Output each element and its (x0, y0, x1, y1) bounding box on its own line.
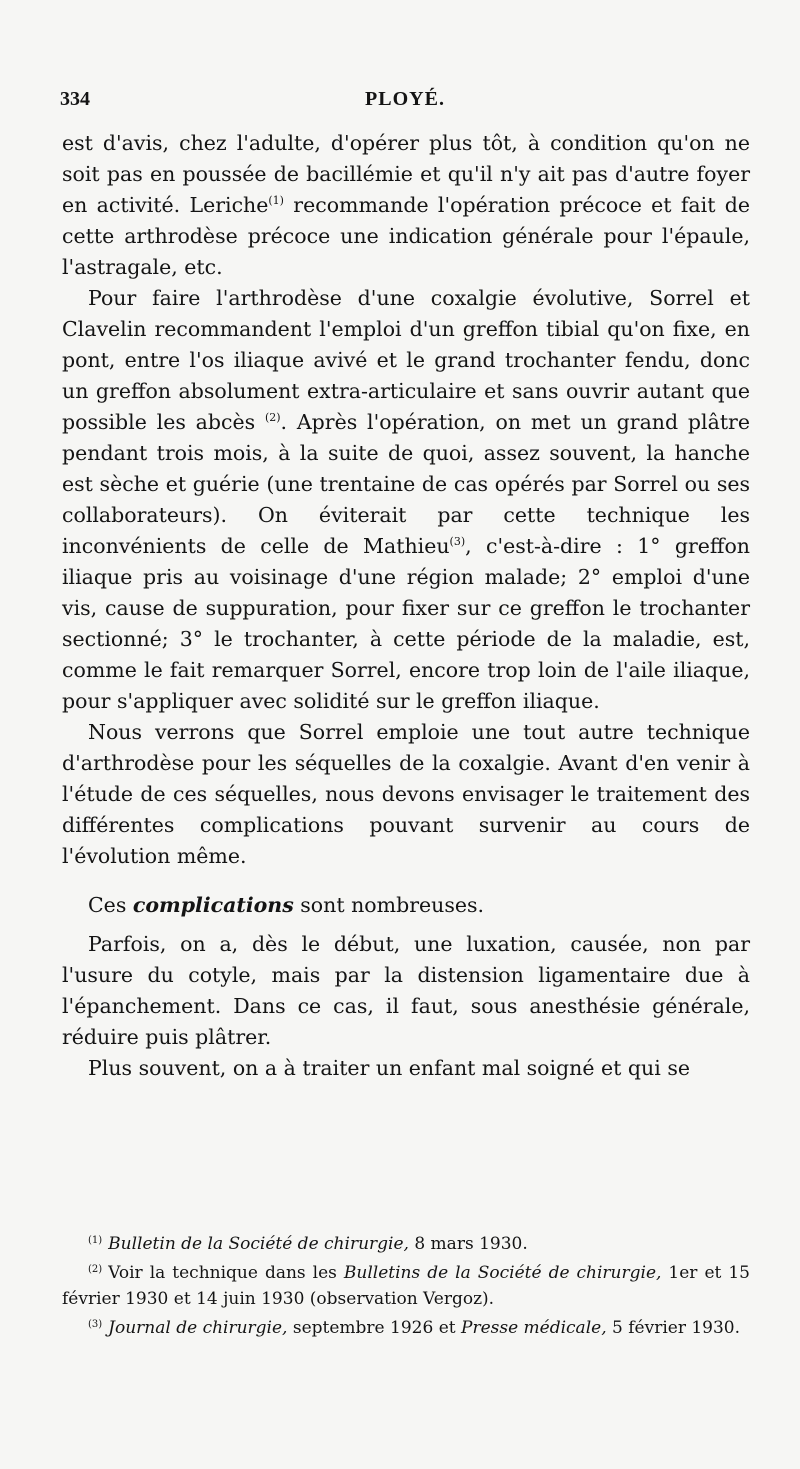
paragraph-5: Parfois, on a, dès le début, une luxation, causée, non par l'usure du cotyle, mais par la distension ligamentaire due à l'épanchement. Dans ce cas, il faut, sous anesthésie générale, réduire puis plâtrer. (62, 932, 750, 1049)
page-number: 334 (60, 88, 90, 110)
page-header (60, 88, 750, 118)
footnote-ref-3[interactable]: (3) (449, 535, 466, 548)
footnote-3: $^{(3)}$ Journal de chirurgie, septembre 1926 et Presse médicale, 5 février 1930. (88, 1318, 741, 1338)
paragraph-3: Nous verrons que Sorrel emploie une tout autre technique d'arthrodèse pour les séquelles de la coxalgie. Avant d'en venir à l'étude de ces séquelles, nous devons envisager le traitement des différentes complications pouvant survenir au cours de l'évolution même. (62, 720, 750, 868)
body-text (62, 128, 750, 1084)
footnote-ref-1[interactable]: (1) (268, 194, 284, 207)
paragraph-1: est d'avis, chez l'adulte, d'opérer plus tôt, à condition qu'on ne soit pas en poussée de bacillémie et qu'il n'y ait pas d'autre foyer en activité. Leriche$^{(1)}$ recommande l'opération précoce et fait de cette arthrodèse précoce une indication générale pour l'épaule, l'astragale, etc. (62, 131, 750, 279)
paragraph-2: Pour faire l'arthrodèse d'une coxalgie évolutive, Sorrel et Clavelin recommandent l'emploi d'un greffon tibial qu'on fixe, en pont, entre l'os iliaque avivé et le grand trochanter fendu, donc un greffon absolument extra-articulaire et sans ouvrir autant que possible les abcès $^{(2)}$. Après l'opération, on met un grand plâtre pendant trois mois, à la suite de quoi, assez souvent, la hanche est sèche et guérie (une trentaine de cas opérés par Sorrel ou ses collaborateurs). On éviterait par cette technique les inconvénients de celle de Mathieu$^{(3)}$, c'est-à-dire : 1° greffon iliaque pris au voisinage d'une région malade; 2° emploi d'une vis, cause de suppuration, pour fixer sur ce greffon le trochanter sectionné; 3° le trochanter, à cette période de la maladie, est, comme le fait remarquer Sorrel, encore trop loin de l'aile iliaque, pour s'appliquer avec solidité sur le greffon iliaque. (62, 286, 750, 713)
paragraph-4: Ces complications sont nombreuses. (88, 893, 485, 917)
running-head: PLOYÉ. (365, 88, 445, 110)
footnote-ref-2[interactable]: (2) (264, 411, 281, 424)
footnote-1: $^{(1)}$ Bulletin de la Société de chirurgie, 8 mars 1930. (88, 1234, 528, 1254)
footnotes (62, 1228, 750, 1341)
footnote-2: $^{(2)}$ Voir la technique dans les Bulletins de la Société de chirurgie, 1er et 15 février 1930 et 14 juin 1930 (observation Vergoz). (62, 1263, 750, 1309)
paragraph-6: Plus souvent, on a à traiter un enfant mal soigné et qui se (88, 1056, 690, 1080)
emphasis-complications: complications (132, 893, 294, 917)
